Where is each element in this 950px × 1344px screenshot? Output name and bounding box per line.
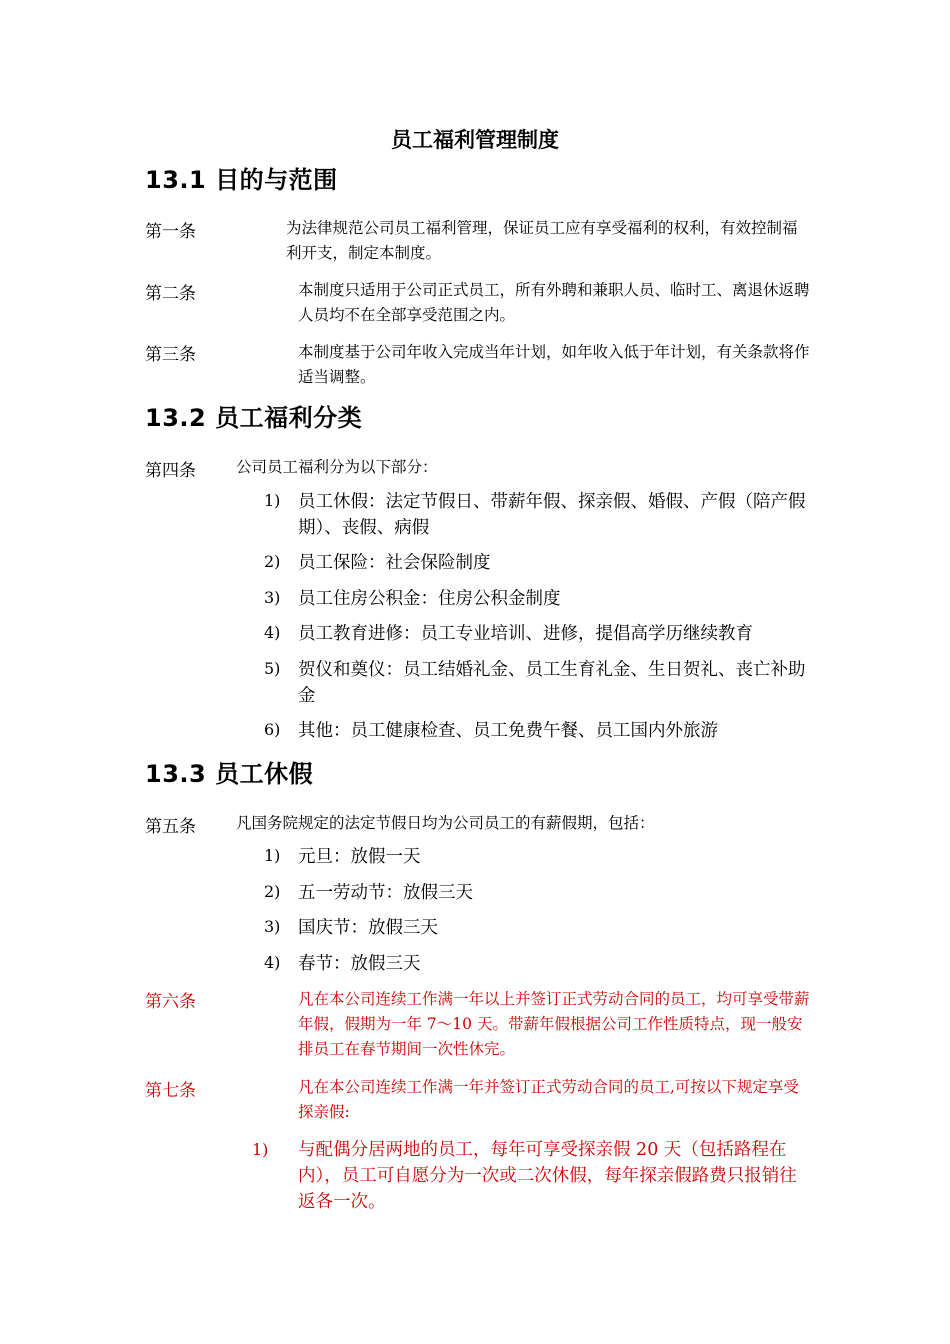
list-item-number: 6) [264,720,281,739]
document-title: 员工福利管理制度 [391,128,559,152]
article-label-6: 第六条 [145,992,196,1012]
list-item-text: 春节：放假三天 [298,954,421,974]
article-text-5: 凡国务院规定的法定节假日均为公司员工的有薪假期，包括： [236,814,655,832]
list-item-number: 2) [264,882,281,901]
list-item-text: 员工保险：社会保险制度 [298,553,491,573]
list-item-number: 2) [264,552,281,571]
section-heading-13-1: 13.1 目的与范围 [145,166,338,194]
article-label-1: 第一条 [145,222,196,242]
list-item-number: 1) [252,1140,269,1159]
list-item-number: 3) [264,917,281,936]
list-item-text: 贺仪和奠仪：员工结婚礼金、员工生育礼金、生日贺礼、丧亡补助金 [298,660,806,706]
article-label-5: 第五条 [145,817,196,837]
list-item-text: 五一劳动节：放假三天 [298,883,473,903]
list-item-number: 4) [264,623,281,642]
article-label-2: 第二条 [145,284,196,304]
list-item-number: 1) [264,846,281,865]
list-item-text: 与配偶分居两地的员工，每年可享受探亲假 20 天（包括路程在内），员工可自愿分为一次或二次休假，每年探亲假路费只报销往返各一次。 [298,1140,797,1212]
article-text-4: 公司员工福利分为以下部分： [236,458,438,476]
article-text-7: 凡在本公司连续工作满一年并签订正式劳动合同的员工,可按以下规定享受探亲假: [298,1078,799,1121]
list-item-number: 3) [264,588,281,607]
article-text-3: 本制度基于公司年收入完成当年计划，如年收入低于年计划，有关条款将作适当调整。 [298,343,810,386]
article-text-2: 本制度只适用于公司正式员工，所有外聘和兼职人员、临时工、离退休返聘人员均不在全部享受范围之内。 [298,281,810,324]
article-text-6: 凡在本公司连续工作满一年以上并签订正式劳动合同的员工，均可享受带薪年假，假期为一年 7～10 天。带薪年假根据公司工作性质特点，现一般安排员工在春节期间一次性休完。 [298,990,810,1058]
list-item-text: 国庆节：放假三天 [298,918,438,938]
section-heading-13-2: 13.2 员工福利分类 [145,404,363,432]
list-item-text: 其他：员工健康检查、员工免费午餐、员工国内外旅游 [298,721,718,741]
list-item-text: 员工休假：法定节假日、带薪年假、探亲假、婚假、产假（陪产假期）、丧假、病假 [298,492,806,538]
article-label-7: 第七条 [145,1081,196,1101]
list-item-text: 元旦：放假一天 [298,847,421,867]
list-item-number: 5) [264,659,281,678]
article-label-3: 第三条 [145,345,196,365]
list-item-text: 员工教育进修：员工专业培训、进修，提倡高学历继续教育 [298,624,753,644]
list-item-text: 员工住房公积金：住房公积金制度 [298,589,561,609]
list-item-number: 4) [264,953,281,972]
list-item-number: 1) [264,491,281,510]
article-label-4: 第四条 [145,461,196,481]
section-heading-13-3: 13.3 员工休假 [145,760,314,788]
article-text-1: 为法律规范公司员工福利管理，保证员工应有享受福利的权利，有效控制福利开支，制定本制度。 [286,219,798,262]
